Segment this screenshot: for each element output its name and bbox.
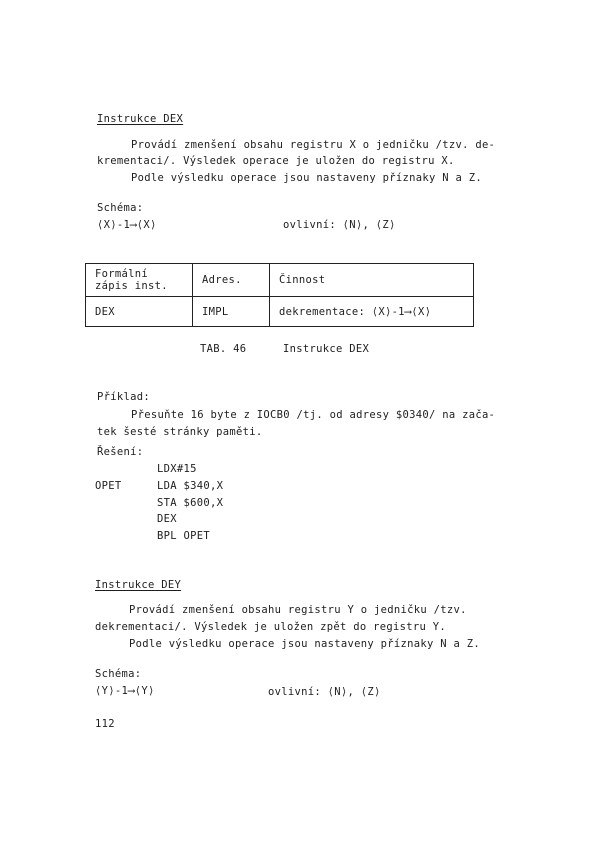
instruction-table xyxy=(85,263,474,327)
table-caption-number: TAB. 46 xyxy=(200,343,247,355)
dex-paragraph-line: Podle výsledku operace jsou nastaveny příznaky N a Z. xyxy=(131,172,482,184)
table-header-cell: Činnost xyxy=(270,264,474,297)
table-header-row xyxy=(86,264,474,297)
dey-affected-flags: ovlivní: ⟨N⟩, ⟨Z⟩ xyxy=(268,686,381,698)
table-cell: dekrementace: ⟨X⟩-1⟶⟨X⟩ xyxy=(270,297,474,327)
dey-paragraph-line: dekrementaci/. Výsledek je uložen zpět do registru Y. xyxy=(95,621,446,633)
dey-paragraph-line: Podle výsledku operace jsou nastaveny příznaky N a Z. xyxy=(129,638,480,650)
dex-paragraph-line: krementaci/. Výsledek operace je uložen do registru X. xyxy=(97,155,455,167)
example-text-line: tek šesté stránky paměti. xyxy=(97,426,263,438)
code-instruction: DEX xyxy=(157,513,177,525)
code-label: OPET xyxy=(95,480,122,492)
code-instruction: LDA $340,X xyxy=(157,480,224,492)
table-header-cell: Adres. xyxy=(193,264,270,297)
table-cell: DEX xyxy=(86,297,193,327)
dey-schema-formula: ⟨Y⟩-1⟶⟨Y⟩ xyxy=(95,685,155,697)
table-caption-title: Instrukce DEX xyxy=(283,343,370,355)
example-text-line: Přesuňte 16 byte z IOCB0 /tj. od adresy $0340/ na zača- xyxy=(131,409,496,421)
table-row xyxy=(86,297,474,327)
dey-paragraph-line: Provádí zmenšení obsahu registru Y o jedničku /tzv. xyxy=(129,604,467,616)
dex-affected-flags: ovlivní: ⟨N⟩, ⟨Z⟩ xyxy=(283,219,396,231)
table-header-cell: Formální zápis inst. xyxy=(86,264,193,297)
code-instruction: BPL OPET xyxy=(157,530,210,542)
dex-schema-formula: ⟨X⟩-1⟶⟨X⟩ xyxy=(97,219,157,231)
example-label: Příklad: xyxy=(97,391,150,403)
dey-schema-label: Schéma: xyxy=(95,668,142,680)
dex-schema-label: Schéma: xyxy=(97,202,144,214)
dex-paragraph-line: Provádí zmenšení obsahu registru X o jedničku /tzv. de- xyxy=(131,139,496,151)
code-instruction: LDX#15 xyxy=(157,463,197,475)
table-cell: IMPL xyxy=(193,297,270,327)
dex-heading: Instrukce DEX xyxy=(97,113,184,125)
page-number: 112 xyxy=(95,718,115,730)
code-instruction: STA $600,X xyxy=(157,497,224,509)
dey-heading: Instrukce DEY xyxy=(95,579,182,591)
solution-label: Řešení: xyxy=(97,446,144,458)
